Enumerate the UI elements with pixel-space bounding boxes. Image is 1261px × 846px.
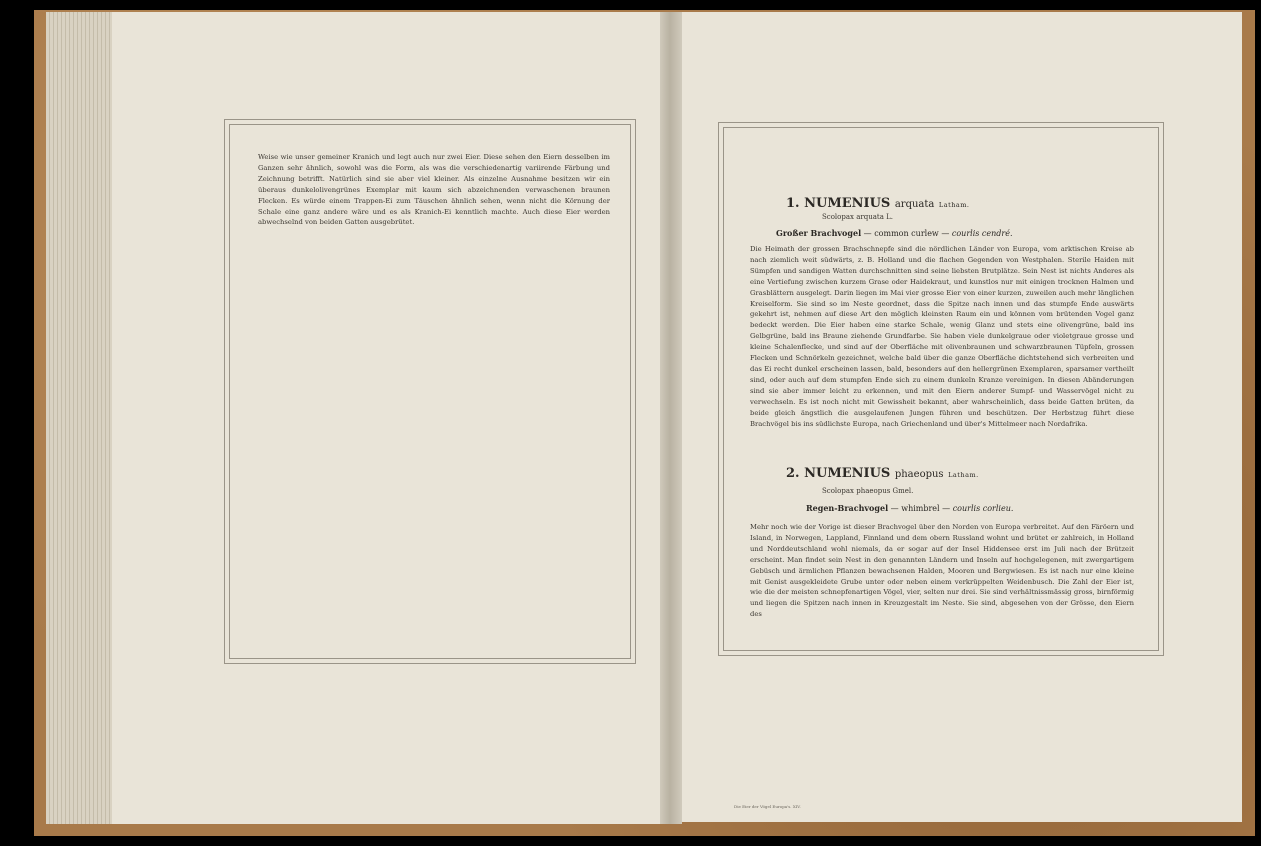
separator: — [890,504,899,513]
species-2-synonym: Scolopax phaeopus Gmel. [822,487,914,495]
separator: — [863,229,872,238]
species-2-english-name: whimbrel [901,504,940,513]
separator: — [942,504,951,513]
page-edges [46,12,116,824]
left-page-paragraph: Weise wie unser gemeiner Kranich und legt auch nur zwei Eier. Diese sehen den Eiern desselben im Ganzen sehr ähnlich, sowohl was die Form, als was die verschiedenartig variirende Färbung und Zeichnung betrifft. Natürlich sind sie aber viel kleiner. Als einzelne Ausnahme besitzen wir ein überaus dunkelolivengrünes Exemplar mit kaum sich abzeichnenden verwaschenen braunen Flecken. Es würde einem Trappen-Ei zum Täuschen ähnlich sehen, wenn nicht die Körnung der Schale eine ganz andere wäre und es als Kranich-Ei kenntlich machte. Auch diese Eier werden abwechselnd von beiden Gatten ausgebrütet. [258,153,610,227]
species-1-english-name: common curlew [874,229,939,238]
species-1-synonym: Scolopax arquata L. [822,213,893,221]
species-2-common-names [806,503,1013,513]
species-1-french-name: courlis cendré. [951,229,1013,238]
species-1-heading [786,196,970,211]
species-2-number-genus: 2. NUMENIUS [786,466,891,481]
separator: — [941,229,950,238]
book-gutter [660,12,682,824]
species-2-epithet: phaeopus [894,469,944,480]
species-2-french-name: courlis corlieu. [952,504,1014,513]
species-1-german-name: Großer Brachvogel [776,228,862,238]
species-2-authority: Latham. [948,471,979,479]
species-1-epithet: arquata [894,199,935,210]
species-1-authority: Latham. [938,201,970,209]
species-2-text: Mehr noch wie der Vorige ist dieser Brachvogel über den Norden von Europa verbreitet. Auf den Färöern und Island, in Norwegen, Lappland, Finnland und dem obern Russland wohnt und brütet er zahlreich, in Holland und Norddeutschland wohl niemals, da er sogar auf der Insel Hiddensee erst im Juli nach der Brützeit erscheint. Man findet sein Nest in den genannten Ländern und Inseln auf hochgelegenen, mit zwergartigem Gebüsch und ärmlichen Pflanzen bewachsenen Halden, Mooren und Bergwiesen. Es ist nach nur eine kleine mit Genist ausgekleidete Grube unter oder neben einem verkrüppelten Weidenbusch. Die Zahl der Eier ist, wie die der meisten schnepfenartigen Vögel, vier, selten nur drei. Sie sind verhältnissmässig gross, birnförmig und liegen die Spitzen nach innen in Kreuzgestalt im Neste. Sie sind, abgesehen von der Grösse, den Eiern des [750,523,1134,619]
species-1-text: Die Heimath der grossen Brachschnepfe sind die nördlichen Länder von Europa, vom arktischen Kreise ab nach ziemlich weit südwärts, z. B. Holland und die flachen Gegenden von Westphalen. Sterile Haiden mit Sümpfen und sandigen Watten durchschnitten sind seine liebsten Brutplätze. Sein Nest ist nichts Anderes als eine Vertiefung zwischen kurzem Grase oder Haidekraut, und kunstlos nur mit einigen trocknen Halmen und Grasblättern ausgelegt. Darin liegen im Mai vier grosse Eier von einer kurzen, zuweilen auch mehr länglichen Kreiselform. Sie sind so im Neste geordnet, dass die Spitze nach innen und das stumpfe Ende auswärts gekehrt ist, nehmen auf diese Art den möglich kleinsten Raum ein und können vom brütenden Vogel ganz bedeckt werden. Die Eier haben eine starke Schale, wenig Glanz und stets eine olivengrüne, bald ins Gelbgrüne, bald ins Braune ziehende Grundfarbe. Sie haben viele dunkelgraue oder violetgraue grosse und kleine Schalenflecke, und sind auf der Oberfläche mit olivenbraunen und schwarzbraunen Tüpfeln, grossen Flecken und Schnörkeln gezeichnet, welche bald über die ganze Oberfläche dichtstehend sich verbreiten und das Ei recht dunkel erscheinen lassen, bald, besonders auf den hellergrünen Exemplaren, sparsamer vertheilt sind, oder auch auf dem stumpfen Ende sich zu einem dunkeln Kranze vereinigen. In diesen Abänderungen sind sie aber immer leicht zu erkennen, und mit den Eiern anderer Sumpf- und Wasservögel nicht zu verwechseln. Es ist noch nicht mit Gewissheit bekannt, aber wahrscheinlich, dass beide Gatten brüten, da beide gleich ängstlich die ausgelaufenen Jungen führen und beschützen. Der Herbstzug führt diese Brachvögel bis ins südlichste Europa, nach Griechenland und über's Mittelmeer nach Nordafrika. [750,245,1134,428]
species-1-number-genus: 1. NUMENIUS [786,196,891,211]
species-1-common-names [776,228,1013,238]
species-2-german-name: Regen-Brachvogel [806,503,889,513]
species-2-heading [786,466,979,481]
page-footer: Die Eier der Vögel Europa's. XIV. [734,804,801,809]
